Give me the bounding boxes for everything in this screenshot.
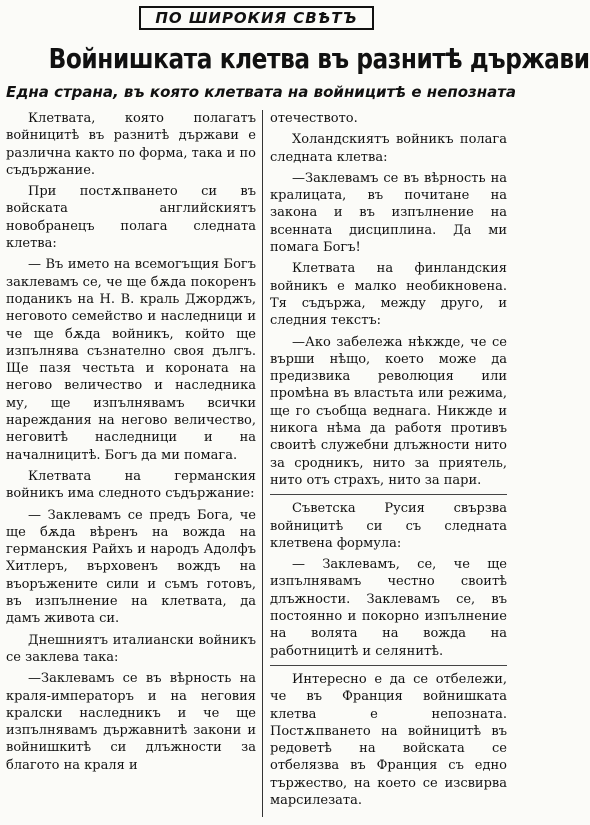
subheadline: Една страна, въ която клетвата на войницитѣ е непозната: [6, 83, 517, 101]
oath-text: —Ако забележа нѣкжде, че се върши нѣщо, което може да предизвика революция или промѣна въ властьта или режима, ще го съобща веднага. Никжде и никога нѣма да работя противъ своитѣ служебни длъжности нито за сродникъ, нито за приятель, нито отъ страхъ, нито за пари.: [270, 334, 507, 488]
article-paragraph: Клетвата на финландския войникъ е малко необикновена. Тя съдържа, между друго, и следния текстъ:: [270, 261, 507, 329]
article-paragraph: Днешниятъ италиански войникъ се заклева така:: [6, 632, 256, 665]
right-column: [263, 110, 507, 817]
article-columns: [6, 110, 507, 817]
oath-text: — Въ името на всемогъщия Богъ заклевамъ се, че ще бѫда покоренъ поданикъ на Н. В. краль Джорджъ, неговото семейство и наследници и че ще бѫда войникъ, който ще изпълнява съзнателно своя дългъ. Ще пазя честьта и короната на негово величество и наследника му, ще изпълнявамъ всички нареждания на негово величество, неговитѣ наследници и на началницитѣ. Богъ да ми помага.: [6, 257, 256, 463]
section-kicker: ПО ШИРОКИЯ СВѢТЪ: [139, 6, 373, 30]
oath-text: —Заклевамъ се въ вѣрность на кралицата, въ почитане на закона и въ изпълнение на всенната дисциплина. Да ми помага Богъ!: [270, 170, 507, 256]
oath-text: — Заклевамъ, се, че ще изпълнявамъ честно своитѣ длъжности. Заклевамъ се, въ постоянно и покорно изпълнение на волята на вожда на работницитѣ и селянитѣ.: [270, 557, 507, 659]
section-kicker-row: [6, 6, 507, 36]
article-paragraph: Интересно е да се отбележи, че въ Франция войнишката клетва е непозната. Постѫпването на войницитѣ въ редоветѣ на войската се отбелязва въ Франция съ едно тържество, на което се изсвирва марсилезата.: [270, 671, 507, 808]
article-paragraph: Клетвата, която полагатъ войницитѣ въ разнитѣ държави е различна както по форма, така и по съдържание.: [6, 111, 256, 178]
oath-text: — Заклевамъ се предъ Бога, че ще бѫда вѣренъ на вожда на германския Райхъ и народъ Адолфъ Хитлеръ, върховенъ вождъ на въоръжените сили и съмъ готовъ, въ изпълнение на клетвата, да дамъ живота си.: [6, 507, 256, 627]
article-paragraph: Клетвата на германския войникъ има следното съдържание:: [6, 468, 256, 502]
left-column: [6, 110, 263, 817]
section-divider: [270, 494, 507, 495]
article-paragraph: Холандскиятъ войникъ полага следната клетва:: [270, 132, 507, 165]
continued-text: отечеството.: [270, 111, 358, 126]
article-paragraph: При постѫпването си въ войската английскиятъ новобранецъ полага следната клетва:: [6, 184, 256, 252]
section-divider: [270, 665, 507, 666]
headline: Войнишката клетва въ разнитѣ държави: [48, 42, 590, 75]
oath-text: —Заклевамъ се въ вѣрность на краля-императоръ и на неговия кралски наследникъ и че ще изпълнявамъ държавнитѣ закони и войнишкитѣ си длъжности за благото на краля и: [6, 671, 256, 773]
article-paragraph: Съветска Русия свързва войницитѣ си съ следната клетвена формула:: [270, 501, 507, 551]
